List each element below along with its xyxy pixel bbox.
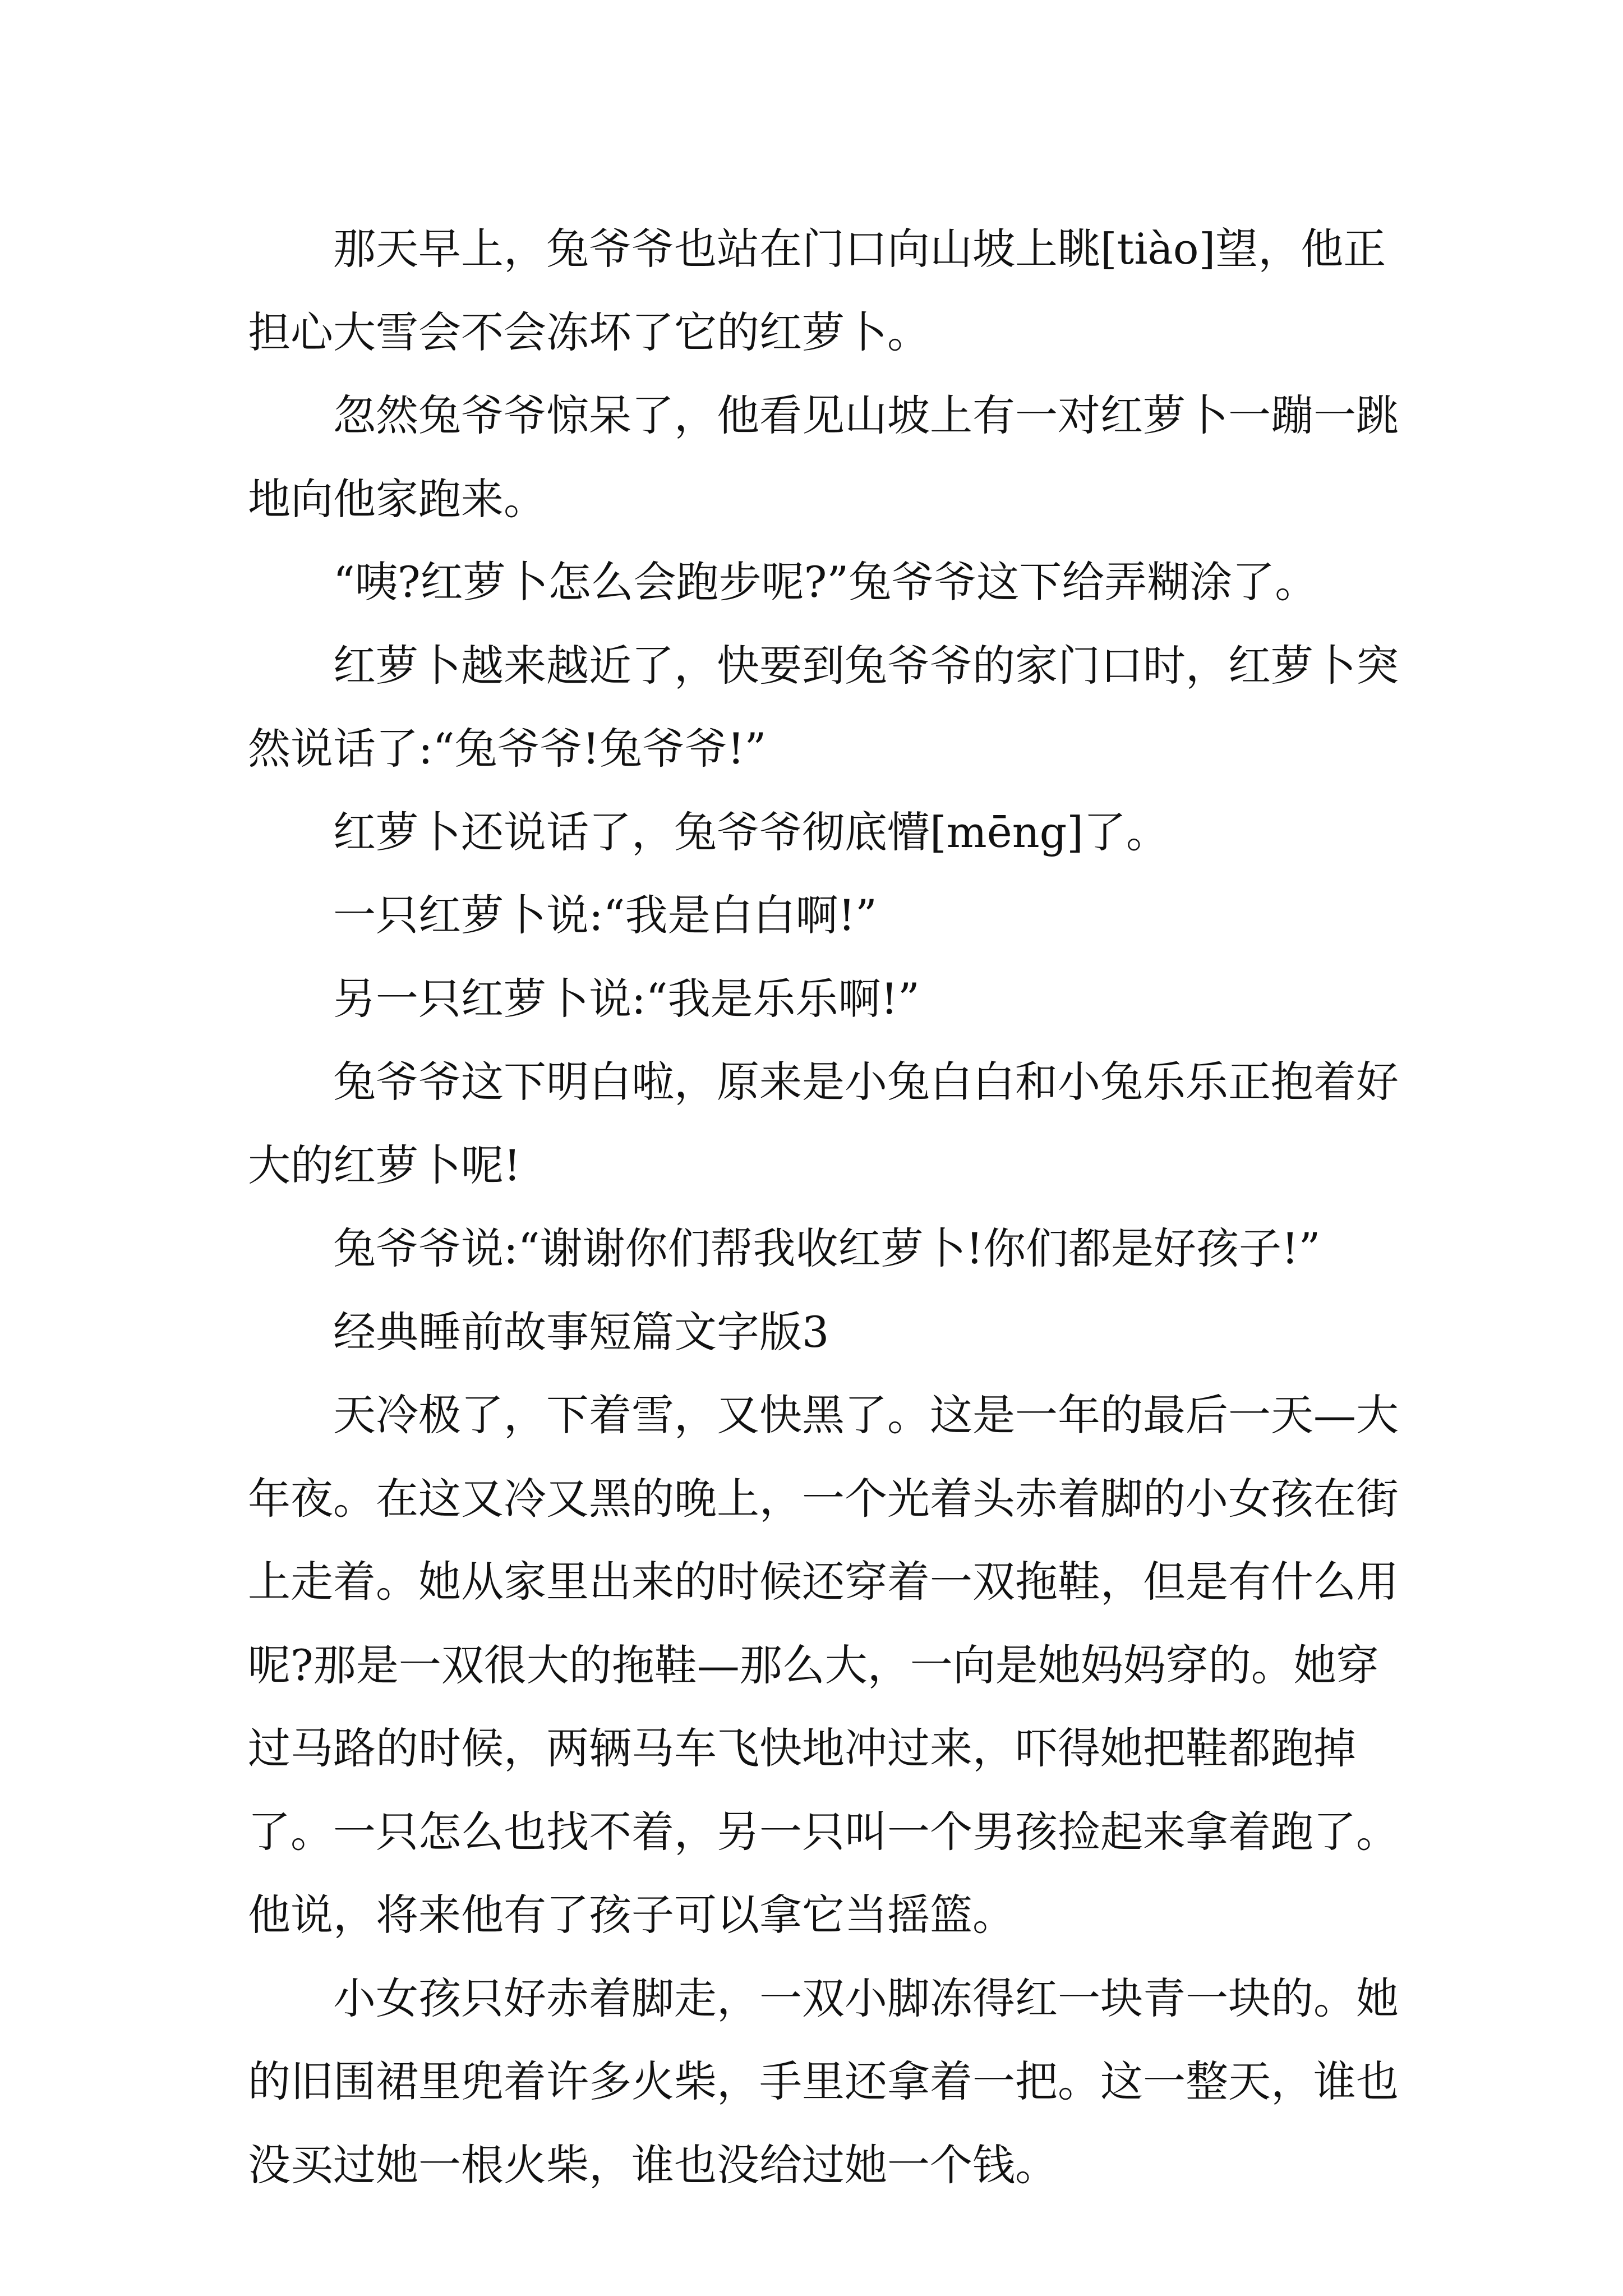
paragraph: 红萝卜还说话了，兔爷爷彻底懵[mēng]了。: [333, 807, 1169, 857]
paragraph: 一只红萝卜说:“我是白白啊!”: [333, 890, 877, 940]
paragraph: “咦?红萝卜怎么会跑步呢?”兔爷爷这下给弄糊涂了。: [333, 557, 1318, 607]
paragraph: 红萝卜越来越近了，快要到兔爷爷的家门口时，红萝卜突然说话了:“兔爷爷!兔爷爷!”: [248, 640, 1399, 774]
paragraph: 兔爷爷这下明白啦，原来是小兔白白和小兔乐乐正抱着好大的红萝卜呢!: [248, 1057, 1399, 1190]
paragraph: 兔爷爷说:“谢谢你们帮我收红萝卜!你们都是好孩子!”: [333, 1223, 1321, 1273]
paragraph: 天冷极了，下着雪，又快黑了。这是一年的最后一天—大年夜。在这又冷又黑的晚上，一个光着头赤着脚的小女孩在街上走着。她从家里出来的时候还穿着一双拖鞋，但是有什么用呢?那是一双很大的拖鞋—那么大，一向是她妈妈穿的。她穿过马路的时候，两辆马车飞快地冲过来，吓得她把鞋都跑掉了。一只怎么也找不着，另一只叫一个男孩捡起来拿着跑了。他说，将来他有了孩子可以拿它当摇篮。: [248, 1390, 1399, 1940]
document-body: [248, 208, 1403, 2207]
paragraph: 忽然兔爷爷惊呆了，他看见山坡上有一对红萝卜一蹦一跳地向他家跑来。: [248, 390, 1399, 524]
section-heading: 经典睡前故事短篇文字版3: [333, 1306, 829, 1357]
paragraph: 小女孩只好赤着脚走，一双小脚冻得红一块青一块的。她的旧围裙里兜着许多火柴，手里还拿着一把。这一整天，谁也没买过她一根火柴，谁也没给过她一个钱。: [248, 1973, 1399, 2190]
paragraph: 另一只红萝卜说:“我是乐乐啊!”: [333, 973, 920, 1024]
paragraph: 那天早上，兔爷爷也站在门口向山坡上眺[tiào]望，他正担心大雪会不会冻坏了它的红萝卜。: [248, 224, 1386, 357]
